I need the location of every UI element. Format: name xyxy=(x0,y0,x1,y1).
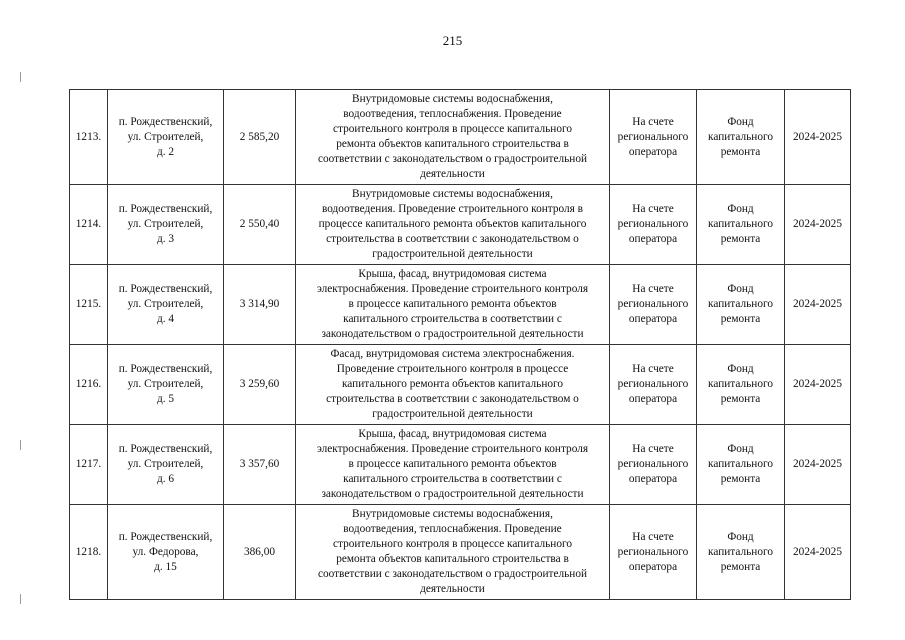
table-row xyxy=(70,265,851,345)
period-cell: 2024-2025 xyxy=(785,345,851,425)
works-cell-line: деятельности xyxy=(420,168,485,180)
account-cell xyxy=(610,505,697,600)
account-cell-line: оператора xyxy=(628,393,678,405)
account-cell-line: регионального xyxy=(617,298,689,310)
address-cell-line: п. Рождественский, xyxy=(118,203,213,215)
address-cell-line: ул. Строителей, xyxy=(127,378,204,390)
works-cell-line: законодательством о градостроительной деятельности xyxy=(321,488,584,500)
address-cell-line: п. Рождественский, xyxy=(118,363,213,375)
works-cell-line: в процессе капитального ремонта объектов xyxy=(348,458,557,470)
fund-cell xyxy=(697,90,785,185)
account-cell xyxy=(610,345,697,425)
works-cell xyxy=(296,425,610,505)
works-cell-line: Внутридомовые системы водоснабжения, xyxy=(352,188,553,200)
fund-cell-line: капитального xyxy=(708,378,773,390)
margin-mark xyxy=(20,594,21,604)
works-cell-line: Крыша, фасад, внутридомовая система xyxy=(358,428,547,440)
account-cell-line: На счете xyxy=(632,530,674,543)
works-cell-line: капитального строительства в соответствии с xyxy=(343,313,562,325)
account-cell-line: На счете xyxy=(632,115,674,128)
address-cell-line: ул. Строителей, xyxy=(127,130,204,143)
works-cell-line: Крыша, фасад, внутридомовая система xyxy=(358,268,547,280)
works-cell-line: Фасад, внутридомовая система электроснабжения. xyxy=(330,348,575,360)
fund-cell-line: Фонд xyxy=(727,283,754,295)
address-cell-line: д. 4 xyxy=(156,313,175,325)
area-cell: 386,00 xyxy=(224,505,296,600)
fund-cell-line: капитального xyxy=(708,298,773,310)
fund-cell-line: Фонд xyxy=(727,363,754,375)
table-row xyxy=(70,90,851,185)
works-cell-line: градостроительной деятельности xyxy=(372,248,533,260)
fund-cell xyxy=(697,185,785,265)
table-row xyxy=(70,425,851,505)
account-cell-line: На счете xyxy=(632,363,674,375)
fund-cell xyxy=(697,265,785,345)
address-cell-line: ул. Строителей, xyxy=(127,218,204,230)
address-cell-line: п. Рождественский, xyxy=(118,530,213,543)
fund-cell-line: капитального xyxy=(708,545,773,558)
page-number: 215 xyxy=(442,33,463,48)
works-cell-line: строительного контроля в процессе капитального xyxy=(333,538,572,550)
works-cell-line: деятельности xyxy=(420,583,485,595)
address-cell-line: д. 6 xyxy=(156,473,175,485)
area-cell: 3 357,60 xyxy=(224,425,296,505)
fund-cell-line: ремонта xyxy=(720,313,761,325)
account-cell-line: оператора xyxy=(628,233,678,245)
works-cell xyxy=(296,185,610,265)
account-cell-line: оператора xyxy=(628,473,678,485)
works-cell xyxy=(296,90,610,185)
row-number: 1215. xyxy=(70,265,108,345)
works-cell-line: Внутридомовые системы водоснабжения, xyxy=(352,93,553,105)
works-cell-line: строительства в соответствии с законодательством о xyxy=(326,233,579,245)
period-cell: 2024-2025 xyxy=(785,505,851,600)
period-cell: 2024-2025 xyxy=(785,90,851,185)
account-cell-line: регионального xyxy=(617,545,689,558)
works-cell-line: капитального ремонта объектов капитального xyxy=(341,378,564,390)
account-cell xyxy=(610,90,697,185)
address-cell xyxy=(108,185,224,265)
area-cell: 3 259,60 xyxy=(224,345,296,425)
account-cell xyxy=(610,265,697,345)
fund-cell-line: капитального xyxy=(708,130,773,143)
works-cell-line: законодательством о градостроительной деятельности xyxy=(321,328,584,340)
fund-cell-line: ремонта xyxy=(720,233,761,245)
address-cell xyxy=(108,505,224,600)
works-cell-line: электроснабжения. Проведение строительного контроля xyxy=(316,283,589,295)
row-number: 1216. xyxy=(70,345,108,425)
works-cell-line: процессе капитального ремонта объектов капитального xyxy=(318,218,587,230)
works-cell xyxy=(296,505,610,600)
works-cell-line: водоотведения, теплоснабжения. Проведение xyxy=(343,108,562,120)
account-cell xyxy=(610,185,697,265)
address-cell-line: д. 5 xyxy=(156,393,175,405)
area-cell: 2 585,20 xyxy=(224,90,296,185)
address-cell-line: ул. Строителей, xyxy=(127,298,204,310)
account-cell-line: На счете xyxy=(632,203,674,215)
address-cell-line: д. 3 xyxy=(156,233,175,245)
works-cell-line: ремонта объектов капитального строительства в xyxy=(336,138,569,150)
address-cell xyxy=(108,425,224,505)
fund-cell-line: Фонд xyxy=(727,530,754,543)
area-cell: 3 314,90 xyxy=(224,265,296,345)
address-cell xyxy=(108,90,224,185)
row-number: 1214. xyxy=(70,185,108,265)
margin-mark xyxy=(20,440,21,450)
address-cell-line: д. 2 xyxy=(156,145,175,158)
works-cell-line: водоотведения, теплоснабжения. Проведение xyxy=(343,523,562,535)
address-cell-line: д. 15 xyxy=(154,560,177,573)
fund-cell-line: ремонта xyxy=(720,145,761,158)
works-cell-line: соответствии с законодательством о градостроительной xyxy=(317,153,588,165)
period-cell: 2024-2025 xyxy=(785,185,851,265)
account-cell-line: оператора xyxy=(628,313,678,325)
works-cell-line: Проведение строительного контроля в процессе xyxy=(336,363,569,375)
works-cell-line: строительства в соответствии с законодательством о xyxy=(326,393,579,405)
table-row xyxy=(70,345,851,425)
account-cell-line: На счете xyxy=(632,283,674,295)
fund-cell-line: ремонта xyxy=(720,473,761,485)
account-cell-line: оператора xyxy=(628,145,678,158)
row-number: 1213. xyxy=(70,90,108,185)
works-cell-line: строительного контроля в процессе капитального xyxy=(333,123,572,135)
account-cell xyxy=(610,425,697,505)
account-cell-line: регионального xyxy=(617,378,689,390)
works-cell xyxy=(296,345,610,425)
works-cell xyxy=(296,265,610,345)
area-cell: 2 550,40 xyxy=(224,185,296,265)
works-cell-line: Внутридомовые системы водоснабжения, xyxy=(352,508,553,520)
address-cell-line: п. Рождественский, xyxy=(118,115,213,128)
fund-cell-line: Фонд xyxy=(727,203,754,215)
fund-cell-line: ремонта xyxy=(720,393,761,405)
row-number: 1218. xyxy=(70,505,108,600)
margin-mark xyxy=(20,72,21,82)
account-cell-line: регионального xyxy=(617,218,689,230)
fund-cell-line: Фонд xyxy=(727,443,754,455)
address-cell-line: ул. Строителей, xyxy=(127,458,204,470)
works-cell-line: капитального строительства в соответствии с xyxy=(343,473,562,485)
fund-cell xyxy=(697,425,785,505)
fund-cell xyxy=(697,505,785,600)
works-cell-line: в процессе капитального ремонта объектов xyxy=(348,298,557,310)
address-cell xyxy=(108,265,224,345)
row-number: 1217. xyxy=(70,425,108,505)
fund-cell-line: капитального xyxy=(708,218,773,230)
fund-cell-line: ремонта xyxy=(720,560,761,573)
table-row xyxy=(70,185,851,265)
works-cell-line: соответствии с законодательством о градостроительной xyxy=(317,568,588,580)
account-cell-line: регионального xyxy=(617,130,689,143)
period-cell: 2024-2025 xyxy=(785,265,851,345)
address-cell-line: п. Рождественский, xyxy=(118,283,213,295)
account-cell-line: оператора xyxy=(628,560,678,573)
works-cell-line: водоотведения. Проведение строительного контроля в xyxy=(321,203,584,215)
fund-cell-line: капитального xyxy=(708,458,773,470)
works-cell-line: электроснабжения. Проведение строительного контроля xyxy=(316,443,589,455)
works-cell-line: градостроительной деятельности xyxy=(372,408,533,420)
fund-cell-line: Фонд xyxy=(727,115,754,128)
address-cell-line: п. Рождественский, xyxy=(118,443,213,455)
works-cell-line: ремонта объектов капитального строительства в xyxy=(336,553,569,565)
address-cell xyxy=(108,345,224,425)
table-row xyxy=(70,505,851,600)
account-cell-line: На счете xyxy=(632,443,674,455)
period-cell: 2024-2025 xyxy=(785,425,851,505)
account-cell-line: регионального xyxy=(617,458,689,470)
repair-works-table xyxy=(69,89,851,600)
fund-cell xyxy=(697,345,785,425)
address-cell-line: ул. Федорова, xyxy=(132,545,199,558)
